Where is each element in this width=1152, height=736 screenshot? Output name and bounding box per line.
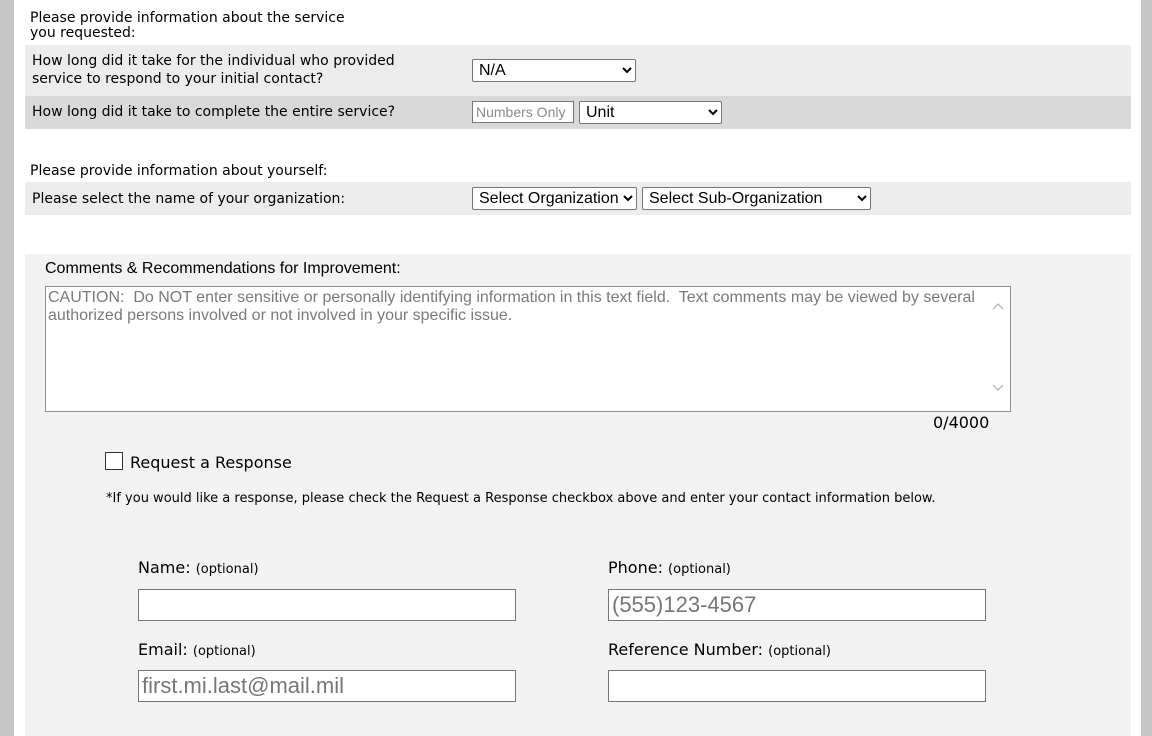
request-response-note: *If you would like a response, please check the Request a Response checkbox above and enter your contact information below. [106,491,936,506]
reference-optional-tag: (optional) [768,644,831,659]
organization-row [25,182,1131,215]
completion-time-row [25,96,1131,129]
email-label-text: Email: [138,640,188,659]
completion-time-number-input[interactable] [472,101,574,123]
email-field-label [138,640,256,659]
reference-field-label [608,640,831,659]
phone-label-text: Phone: [608,558,663,577]
comments-textarea[interactable] [45,286,1011,412]
chevron-up-icon[interactable] [991,300,1005,314]
phone-field-label [608,558,731,577]
response-time-row [25,45,1131,96]
reference-label-text: Reference Number: [608,640,764,659]
phone-optional-tag: (optional) [668,562,731,577]
character-counter: 0/4000 [933,413,990,432]
request-response-checkbox[interactable] [105,452,123,470]
name-field-label [138,558,259,577]
sub-organization-select[interactable] [642,187,871,210]
yourself-section-title: Please provide information about yourself: [30,163,328,179]
service-section-title: Please provide information about the service you requested: [30,10,345,41]
response-time-question: How long did it take for the individual who provided service to respond to your initial contact? [32,53,395,87]
comments-label: Comments & Recommendations for Improvement: [45,260,401,277]
request-response-label[interactable]: Request a Response [130,453,292,472]
completion-unit-select[interactable] [579,101,722,124]
name-input[interactable] [138,589,516,621]
name-label-text: Name: [138,558,191,577]
organization-select[interactable] [472,187,637,210]
survey-form [14,0,1141,736]
completion-time-question: How long did it take to complete the entire service? [32,104,396,120]
email-optional-tag: (optional) [192,644,256,659]
email-input[interactable] [138,670,516,702]
phone-input[interactable] [608,589,986,621]
response-time-select[interactable] [472,59,636,82]
chevron-down-icon[interactable] [991,382,1005,396]
name-optional-tag: (optional) [195,562,259,577]
comments-panel [25,254,1131,736]
organization-question: Please select the name of your organization: [32,191,346,207]
reference-number-input[interactable] [608,670,986,702]
